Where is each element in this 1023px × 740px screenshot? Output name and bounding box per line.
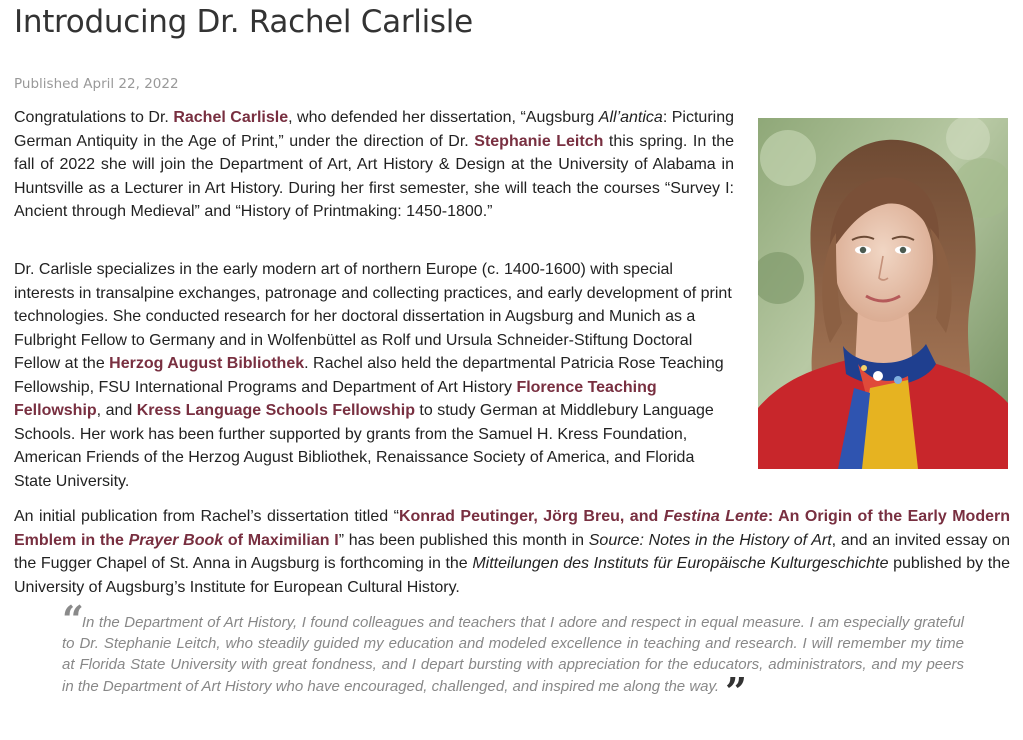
link-rachel-carlisle[interactable]: Rachel Carlisle: [173, 109, 289, 126]
portrait-photo: [758, 118, 1008, 469]
paragraph-publication: An initial publication from Rachel’s dissertation titled “Konrad Peutinger, Jörg Breu, and Festina Lente: An Origin of the Early Modern Emblem in the Prayer Book of Maximilian I” has been published this month in Source: Notes in the History of Art, and an invited essay on the Fugger Chapel of St. Anna in Augsburg is forthcoming in the Mitteilungen des Instituts für Europäische Kulturgeschichte published by the University of Augsburg’s Institute for European Cultural History.: [14, 508, 1011, 596]
blockquote: [62, 597, 964, 714]
open-quote-icon: “: [62, 597, 78, 642]
link-herzog-august-bibliothek[interactable]: Herzog August Bibliothek: [109, 355, 305, 372]
page-title: Introducing Dr. Rachel Carlisle: [14, 4, 473, 40]
link-publication-title[interactable]: Konrad Peutinger, Jörg Breu, and Festina Lente: An Origin of the Early Modern Emblem in the Prayer Book of Maximilian I: [14, 508, 1010, 549]
link-florence-teaching-fellowship[interactable]: Florence Teaching Fellowship: [14, 378, 657, 419]
close-quote-icon: ”: [725, 668, 741, 714]
published-date: Published April 22, 2022: [14, 76, 179, 92]
paragraph-research: Dr. Carlisle specializes in the early modern art of northern Europe (c. 1400-1600) with special interests in transalpine exchanges, patronage and collecting practices, and early development of print technologies. She conducted research for her doctoral dissertation in Augsburg and Munich as a Fulbright Fellow to Germany and in Wolfenbüttel as Rolf und Ursula Schneider-Stiftung Doctoral Fellow at the Herzog August Bibliothek. Rachel also held the departmental Patricia Rose Teaching Fellowship, FSU International Programs and Department of Art History Florence Teaching Fellowship, and Kress Language Schools Fellowship to study German at Middlebury Language Schools. Her work has been further supported by grants from the Samuel H. Kress Foundation, American Friends of the Herzog August Bibliothek, Renaissance Society of America, and Florida State University.: [14, 261, 732, 490]
quote-text: In the Department of Art History, I found colleagues and teachers that I adore and respect in equal measure. I am especially grateful to Dr. Stephanie Leitch, who steadily guided my education and modeled excellence in teaching and research. I will remember my time at Florida State University with great fondness, and I depart bursting with appreciation for the educators, administrators, and my peers in the Department of Art History who have encouraged, challenged, and inspired me along the way.: [62, 614, 964, 695]
paragraph-intro: Congratulations to Dr. Rachel Carlisle, who defended her dissertation, “Augsburg All’antica: Picturing German Antiquity in the Age of Print,” under the direction of Dr. Stephanie Leitch this spring. In the fall of 2022 she will join the Department of Art, Art History & Design at the University of Alabama in Huntsville as a Lecturer in Art History. During her first semester, she will teach the courses “Survey I: Ancient through Medieval” and “History of Printmaking: 1450-1800.”: [14, 109, 734, 220]
link-kress-language-schools[interactable]: Kress Language Schools Fellowship: [136, 402, 415, 419]
link-stephanie-leitch[interactable]: Stephanie Leitch: [474, 132, 604, 150]
